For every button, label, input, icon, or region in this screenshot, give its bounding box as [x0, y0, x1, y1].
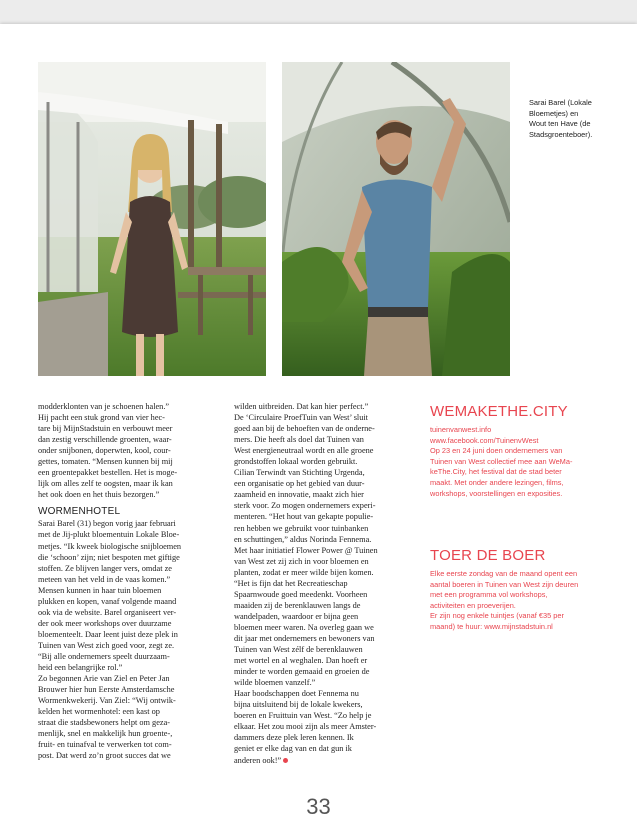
- text-line: onder snijbonen, doperwten, kool, cour-: [38, 446, 171, 456]
- sidebar-text-line: maakt. Met onder andere lezingen, films,: [430, 477, 564, 487]
- text-line: Cilian Terwindt van Stichting Urgenda,: [234, 468, 365, 478]
- text-line: geniet er elke dag van en dat gun ik: [234, 744, 352, 754]
- sidebar-body: [430, 569, 610, 633]
- text-line: “Bij alle ondernemers speelt duurzaam-: [38, 651, 170, 661]
- text-line: gettes, tomaten. “Mensen kunnen bij mij: [38, 457, 173, 467]
- photo-sarai-barel: [38, 62, 266, 376]
- text-line: ook via de website. Barel organiseert ver-: [38, 607, 177, 617]
- sidebar-text-line: Elke eerste zondag van de maand opent een: [430, 569, 578, 578]
- text-line: menteren. “Het hout van gekapte populie-: [234, 512, 374, 522]
- text-line: bloemen meer waren. Na overleg gaan we: [234, 622, 374, 632]
- end-of-article-dot: [283, 758, 288, 763]
- sidebar-body: [430, 425, 610, 499]
- sidebar-text-line: activiteiten en proeverijen.: [430, 600, 516, 610]
- text-line: lijk om alles zelf te oogsten, maar ik kan: [38, 479, 173, 489]
- text-line: Zo begonnen Arie van Ziel en Peter Jan: [38, 674, 170, 684]
- text-line: boeren en Fruittuin van West. “Zo help je: [234, 711, 372, 721]
- caption-line: Sarai Barel (Lokale: [529, 98, 592, 107]
- article-column-1: [38, 401, 220, 761]
- text-line: kelden het wormenhotel: een kast op: [38, 707, 160, 717]
- text-line: metjes. “Ik kweek biologische snijbloemen: [38, 541, 182, 551]
- text-line: heid een belangrijke rol.”: [38, 663, 123, 673]
- sidebar-text-line: Op 23 en 24 juni doen ondernemers van: [430, 446, 563, 456]
- caption-line: Bloemetjes) en: [529, 108, 579, 118]
- text-line: meteen van het veld in de vaas komen.”: [38, 574, 171, 584]
- text-line: het ook doen en het thuis bezorgen.”: [38, 490, 160, 500]
- text-line: bloementeelt. Daar leent juist deze plek in: [38, 629, 178, 639]
- sidebar-wemakethecity: [430, 403, 610, 499]
- text-line: post. Dat werd zo’n groot succes dat we: [38, 751, 171, 761]
- sidebar-heading: TOER DE BOER: [430, 547, 546, 564]
- text-line: wilden uitbreiden. Dat kan hier perfect.”: [234, 402, 369, 411]
- text-line: Tuinen van West zélf de berenklauwen: [234, 645, 363, 655]
- text-line: dit jaar met ondernemers en bewoners van: [234, 633, 375, 643]
- text-line: wilde bloemen vanzelf.”: [234, 678, 316, 688]
- text-line-last: [234, 755, 416, 766]
- text-line: Met haar initiatief Flower Power @ Tuinen: [234, 545, 378, 555]
- text-line: bijna uitsluitend bij de lokale kwekers,: [234, 700, 363, 710]
- text-line: Haar boodschappen doet Fennema nu: [234, 689, 359, 699]
- text-line: sterk voor. Zo mogen ondernemers experi-: [234, 501, 376, 511]
- photo-wout-ten-have: [282, 62, 510, 376]
- sidebar-toer-de-boer: [430, 547, 610, 633]
- text-line: een groentepakket bestellen. Het is moge-: [38, 468, 178, 478]
- text-line: Wormenkwekerij. Van Ziel: “Wij ontwik-: [38, 696, 176, 706]
- text-line: West energieneutraal wordt en alle groene: [234, 446, 374, 456]
- text-line: der ook meer workshops over duurzame: [38, 618, 172, 628]
- text-line: stoffen. Ze blijven langer vers, omdat ze: [38, 563, 172, 573]
- text-line: “Het is fijn dat het Recreatieschap: [234, 578, 348, 588]
- text-line: straat die stadsbewoners helpt om geza-: [38, 718, 171, 728]
- text-line: tare bij MijnStadstuin en verbouwt meer: [38, 424, 173, 434]
- sidebar-text-line: maand) te huur: www.mijnstadstuin.nl: [430, 621, 553, 631]
- text-line: elkaar. Het zou mooi zijn als meer Amster-: [234, 722, 377, 732]
- magazine-page: [0, 24, 637, 837]
- article-column-2: [234, 401, 416, 766]
- text-line: en schuttingen,” aldus Norinda Fennema.: [234, 534, 372, 544]
- text-line: dan zestig verschillende groenten, waar-: [38, 435, 172, 445]
- text-line: een organisatie op het gebied van duur-: [234, 479, 365, 489]
- sidebar-text-line: Er zijn nog enkele tuintjes (vanaf €35 per: [430, 611, 564, 621]
- text-line: zaamheid en innovatie, maakt zich hier: [234, 490, 364, 500]
- text-line: Brouwer hier hun Eerste Amsterdamsche: [38, 685, 175, 695]
- text-line: modderklonten van je schoenen halen.”: [38, 402, 170, 411]
- text-line: Hij pacht een stuk grond van vier hec-: [38, 413, 165, 423]
- text-line: Tuinen van West zich goed voor, zegt ze.: [38, 640, 175, 650]
- text-line: grondstoffen lokaal worden gebruikt.: [234, 457, 358, 467]
- text-line: van West zet zij zich in voor bloemen en: [234, 556, 369, 566]
- text-line: Spaarnwoude goed meedenkt. Voorheen: [234, 589, 368, 599]
- text-line-end: anderen ook!”: [234, 755, 282, 765]
- caption-line: Stadsgroenteboer).: [529, 129, 593, 139]
- text-line: die ‘schoon’ zijn; niet bespoten met giftige: [38, 552, 180, 562]
- text-line: ren hebben we gebruikt voor tuinbanken: [234, 523, 369, 533]
- text-line: wandelpaden, waardoor er bijna geen: [234, 611, 359, 621]
- text-line: goed aan bij de behoeften van de onderne-: [234, 424, 375, 434]
- caption-line: Wout ten Have (de: [529, 119, 591, 129]
- section-subhead: WORMENHOTEL: [38, 506, 121, 518]
- text-line: Sarai Barel (31) begon vorig jaar februari: [38, 519, 176, 529]
- text-line: fruit- en tuinafval te verwerken tot com-: [38, 740, 172, 750]
- photo-caption: [529, 98, 619, 140]
- text-line: planten, zodat er meer wilde bijen komen.: [234, 567, 374, 577]
- sidebar-heading: WEMAKETHE.CITY: [430, 403, 568, 420]
- text-line: maaiden zij de berenklauwen langs de: [234, 600, 361, 610]
- sidebar-link[interactable]: tuinenvanwest.info: [430, 425, 492, 434]
- page-number: 33: [306, 794, 331, 819]
- text-line: De ‘Circulaire ProefTuin van West’ sluit: [234, 413, 368, 423]
- sidebar-link[interactable]: www.facebook.com/TuinenvWest: [430, 435, 539, 445]
- text-line: plukken en kopen, vanaf volgende maand: [38, 596, 177, 606]
- sidebar-text-line: met een programma vol workshops,: [430, 590, 548, 600]
- text-line: mers. Die heeft als doel dat Tuinen van: [234, 435, 364, 445]
- sidebar-text-line: workshops, voorstellingen en exposities.: [430, 488, 563, 498]
- text-line: Mensen kunnen in haar tuin bloemen: [38, 585, 162, 595]
- text-line: dammers deze plek leren kennen. Ik: [234, 733, 354, 743]
- sidebar-text-line: aantal boeren in Tuinen van West zijn deuren: [430, 579, 579, 589]
- text-line: met wortel en al weghalen. Dan hoeft er: [234, 656, 368, 666]
- text-line: minder te worden gemaaid en groeien de: [234, 667, 370, 677]
- text-line: met de Jij-plukt bloementuin Lokale Bloe-: [38, 530, 180, 540]
- sidebar-text-line: Tuinen van West collectief mee aan WeMa-: [430, 456, 573, 466]
- text-line: menlijk, snel en makkelijk hun groente-,: [38, 729, 173, 739]
- sidebar-text-line: keThe.City, het festival dat de stad beter: [430, 467, 562, 477]
